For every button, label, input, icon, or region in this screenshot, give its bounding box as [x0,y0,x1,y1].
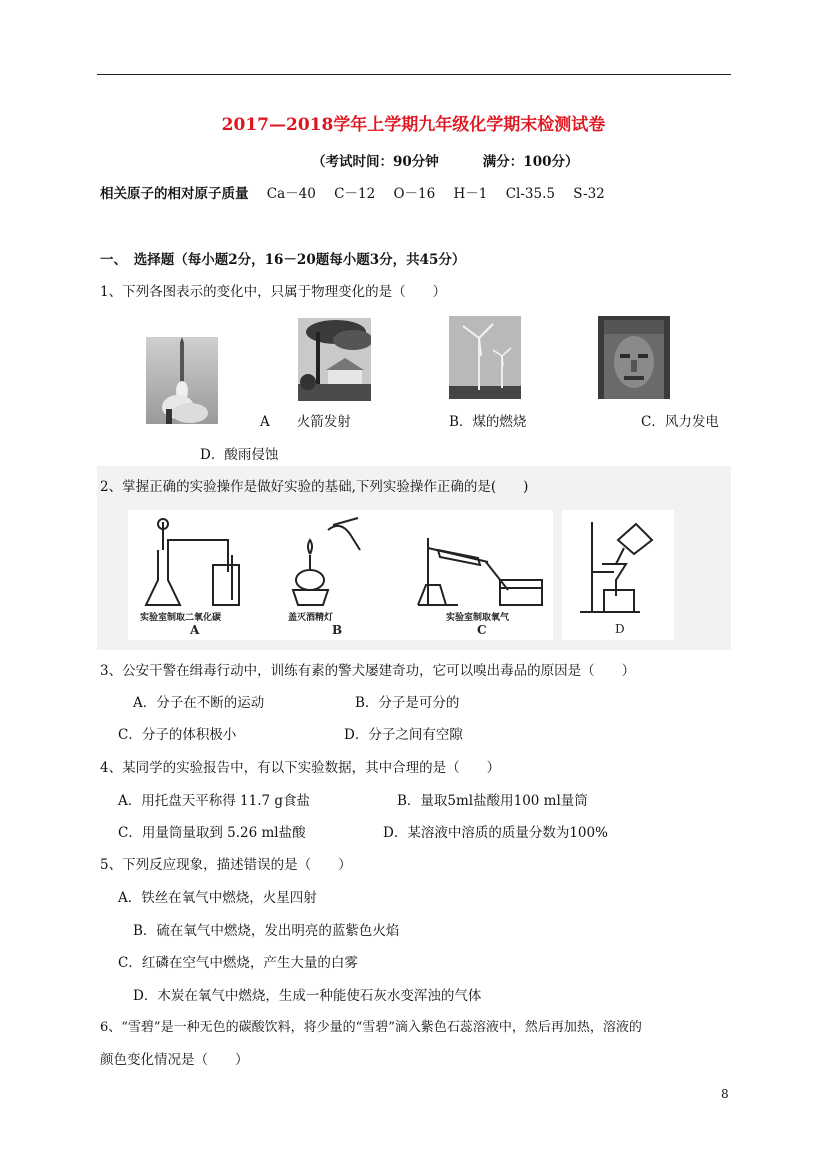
exam-info [312,150,578,170]
header-rule [97,74,731,75]
q6-stem-line2: 颜色变化情况是（ ） [100,1052,249,1068]
q6-stem-line1: 6、“雪碧”是一种无色的碳酸饮料，将少量的“雪碧”滴入紫色石蕊溶液中，然后再加热，溶液的 [100,1020,642,1035]
letter-d: D [615,622,625,636]
label-apparatus-a: 实验室制取二氧化碳 [140,613,222,623]
q4-option-a: A．用托盘天平称得 11.7 g食盐 [118,793,311,809]
exam-score: 满分：100分） [482,154,579,170]
letter-a: A [190,623,200,637]
q5-option-a: A．铁丝在氧气中燃烧，火星四射 [118,890,317,906]
section-heading: 一、 选择题（每小题2分，16－20题每小题3分，共45分） [100,252,466,268]
q4-stem: 4、某同学的实验报告中，有以下实验数据，其中合理的是（ ） [100,760,501,776]
label-apparatus-c: 实验室制取氧气 [446,613,510,623]
rocket-launch-photo [146,337,218,424]
q1-stem: 1、下列各图表示的变化中，只属于物理变化的是（ ） [100,284,447,300]
atom-ca: Ca－40 [266,186,316,202]
q1-option-c: C．风力发电 [641,414,719,430]
atom-o: O－16 [393,186,436,202]
q1-option-a: A 火箭发射 [260,414,351,430]
q3-option-a: A．分子在不断的运动 [133,695,265,711]
atom-c: C－12 [334,186,376,202]
atom-s: S-32 [573,186,605,202]
wind-power-photo [449,316,521,399]
page-number: 8 [721,1087,729,1101]
exam-time: （考试时间：90分钟 [312,154,439,170]
label-apparatus-b: 盖灭酒精灯 [288,613,334,623]
acid-rain-erosion-photo [598,316,670,399]
atomic-masses [100,182,605,202]
atom-h: H－1 [453,186,488,202]
q3-option-c: C．分子的体积极小 [118,727,237,743]
atoms-label: 相关原子的相对原子质量 [100,186,249,202]
q5-stem: 5、下列反应现象，描述错误的是（ ） [100,857,352,873]
coal-burning-photo [298,318,371,401]
q5-option-d: D．木炭在氧气中燃烧，生成一种能使石灰水变浑浊的气体 [133,988,482,1004]
q5-option-c: C．红磷在空气中燃烧，产生大量的白雾 [118,955,358,971]
q5-option-b: B．硫在氧气中燃烧，发出明亮的蓝紫色火焰 [133,923,400,939]
q2-stem: 2、掌握正确的实验操作是做好实验的基础,下列实验操作正确的是( ) [100,479,529,495]
lab-apparatus-panel [128,510,553,640]
letter-c: C [477,623,487,637]
q3-option-d: D．分子之间有空隙 [344,727,463,743]
q1-option-d: D．酸雨侵蚀 [200,447,279,463]
q4-option-c: C．用量筒量取到 5.26 ml盐酸 [118,825,306,841]
q4-option-b: B．量取5ml盐酸用100 ml量筒 [397,793,588,809]
q3-stem: 3、公安干警在缉毒行动中，训练有素的警犬屡建奇功，它可以嗅出毒品的原因是（ ） [100,663,636,679]
q3-option-b: B．分子是可分的 [355,695,460,711]
q1-option-b: B．煤的燃烧 [449,414,527,430]
filtration-panel [562,510,674,640]
filtration-drawing [562,510,674,640]
atom-cl: Cl-35.5 [505,186,555,202]
letter-b: B [332,623,343,637]
exam-title: 2017—2018学年上学期九年级化学期末检测试卷 [221,115,606,135]
q4-option-d: D．某溶液中溶质的质量分数为100% [383,825,608,841]
